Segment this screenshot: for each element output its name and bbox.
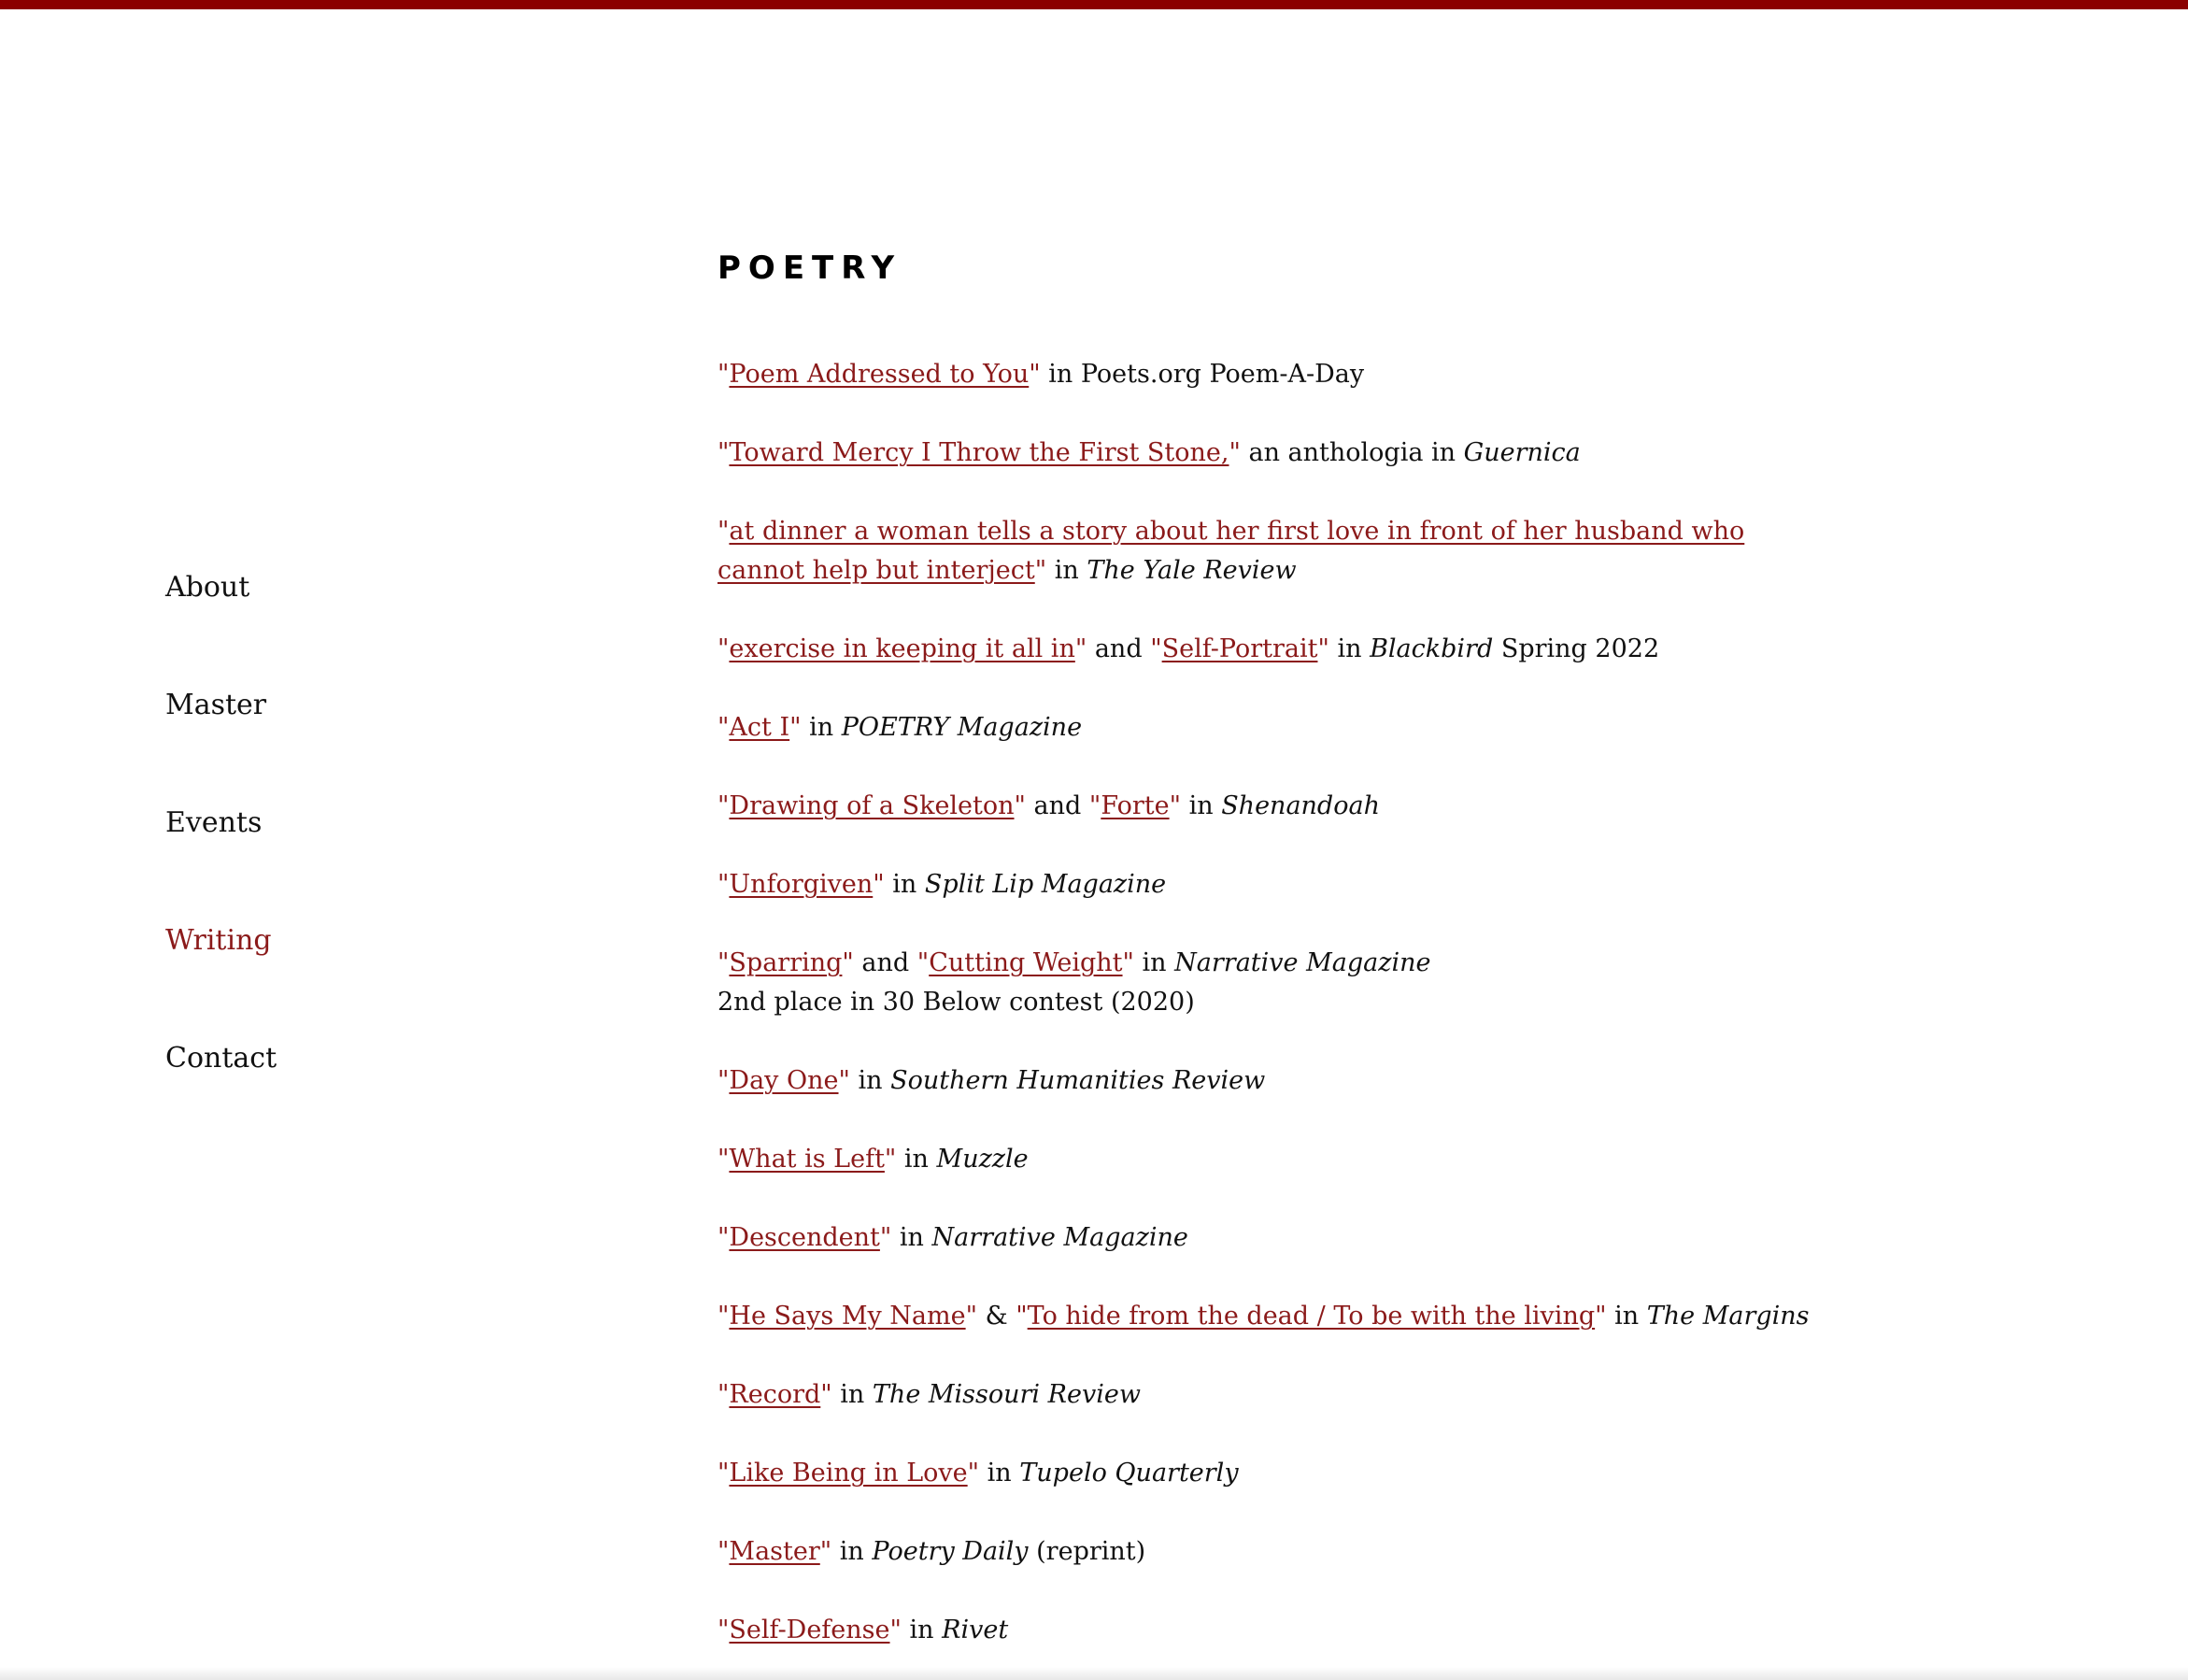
publication-name: Split Lip Magazine [924,870,1167,899]
poem-link[interactable]: Master [729,1537,820,1566]
sidebar-nav [165,561,539,1149]
poem-link[interactable]: Toward Mercy I Throw the First Stone, [729,438,1229,467]
entry-text: in [1328,634,1371,663]
poem-link[interactable]: Day One [729,1066,839,1095]
publication-entry: "Self-Defense" in Rivet [717,1616,1009,1644]
poem-link[interactable]: Act I [729,713,790,742]
publication-name: Southern Humanities Review [890,1066,1266,1095]
publication-name: The Margins [1646,1302,1810,1331]
entry-text: in [1133,948,1175,977]
nav-item-master[interactable]: Master [165,689,267,721]
entry-text: in Poets.org Poem-A-Day [1040,360,1365,389]
publication-entry: "He Says My Name" & "To hide from the dead / To be with the living" in The Margins [717,1302,1810,1331]
publication-name: Tupelo Quarterly [1019,1459,1239,1488]
poem-link[interactable]: Descendent [729,1223,880,1252]
publication-name: Muzzle [936,1145,1029,1174]
entry-text: in [884,870,925,899]
publication-name: Shenandoah [1221,791,1380,820]
poem-link[interactable]: Cutting Weight [929,948,1123,977]
page-title: POETRY [717,249,902,287]
publication-entry: "Act I" in POETRY Magazine [717,713,1083,742]
entry-text: Spring 2022 [1493,634,1660,663]
entry-text: in [831,1380,873,1409]
publication-name: Blackbird [1370,634,1494,663]
entry-text: (reprint) [1028,1537,1146,1566]
poem-link[interactable]: He Says My Name [729,1302,966,1331]
publication-entry: "Day One" in Southern Humanities Review [717,1066,1266,1095]
publication-entry: "Sparring" and "Cutting Weight" in Narrative Magazine 2nd place in 30 Below contest (2020) [717,944,1839,1022]
entry-text: in [1046,556,1087,585]
poem-link[interactable]: exercise in keeping it all in [729,634,1075,663]
publication-name: The Missouri Review [872,1380,1141,1409]
entry-text: in [801,713,842,742]
poem-link[interactable]: at dinner a woman tells a story about her first love in front of her husband who [729,517,1745,546]
publication-entry: "Descendent" in Narrative Magazine [717,1223,1188,1252]
publication-name: The Yale Review [1087,556,1297,585]
entry-text: and [1087,634,1151,663]
nav-item-events[interactable]: Events [165,806,263,839]
poem-link[interactable]: Record [729,1380,821,1409]
poem-link[interactable]: Poem Addressed to You [729,360,1030,389]
poem-link[interactable]: Drawing of a Skeleton [729,791,1015,820]
entry-text: and [853,948,917,977]
poem-link[interactable]: Sparring [729,948,843,977]
entry-text: in [831,1537,873,1566]
publication-entry: "What is Left" in Muzzle [717,1145,1029,1174]
entry-text: in [1606,1302,1647,1331]
nav-item-contact[interactable]: Contact [165,1042,277,1075]
nav-item-about[interactable]: About [165,571,250,604]
publication-entry: "Like Being in Love" in Tupelo Quarterly [717,1459,1239,1488]
publication-entry: "Drawing of a Skeleton" and "Forte" in Shenandoah [717,791,1380,820]
poem-link-continued[interactable]: cannot help but interject [717,556,1035,585]
top-accent-bar [0,0,2188,9]
entry-text: & [977,1302,1016,1331]
poem-link[interactable]: Forte [1101,791,1170,820]
poem-link[interactable]: To hide from the dead / To be with the living [1027,1302,1596,1331]
entry-text: in [891,1223,932,1252]
publication-name: Guernica [1463,438,1581,467]
entry-text: in [1180,791,1222,820]
poem-link[interactable]: Like Being in Love [729,1459,968,1488]
publication-entry: "Toward Mercy I Throw the First Stone," an anthologia in Guernica [717,438,1581,467]
publication-name: POETRY Magazine [841,713,1083,742]
publication-list [717,355,1839,1650]
poem-link[interactable]: What is Left [729,1145,885,1174]
poem-link[interactable]: Unforgiven [729,870,874,899]
publication-name: Rivet [942,1616,1009,1644]
publication-entry: "exercise in keeping it all in" and "Self-Portrait" in Blackbird Spring 2022 [717,634,1660,663]
publication-name: Poetry Daily [872,1537,1029,1566]
nav-item-writing[interactable]: Writing [165,924,272,957]
entry-text: in [979,1459,1020,1488]
main-content [717,241,1839,1680]
entry-text: an anthologia in [1240,438,1464,467]
entry-text: and [1025,791,1089,820]
award-note: 2nd place in 30 Below contest (2020) [717,988,1195,1017]
publication-name: Narrative Magazine [931,1223,1188,1252]
publication-entry: "Record" in The Missouri Review [717,1380,1141,1409]
poem-link[interactable]: Self-Portrait [1161,634,1318,663]
publication-entry: "Master" in Poetry Daily (reprint) [717,1537,1146,1566]
entry-text: in [896,1145,937,1174]
publication-name: Narrative Magazine [1174,948,1431,977]
poem-link[interactable]: Self-Defense [729,1616,890,1644]
bottom-edge-shade [0,1667,2188,1680]
entry-text: in [901,1616,943,1644]
publication-entry: "Unforgiven" in Split Lip Magazine [717,870,1167,899]
entry-text: in [849,1066,891,1095]
publication-entry: "at dinner a woman tells a story about her first love in front of her husband who cannot help but interject" in The Yale Review [717,517,1745,585]
publication-entry: "Poem Addressed to You" in Poets.org Poem-A-Day [717,360,1365,389]
